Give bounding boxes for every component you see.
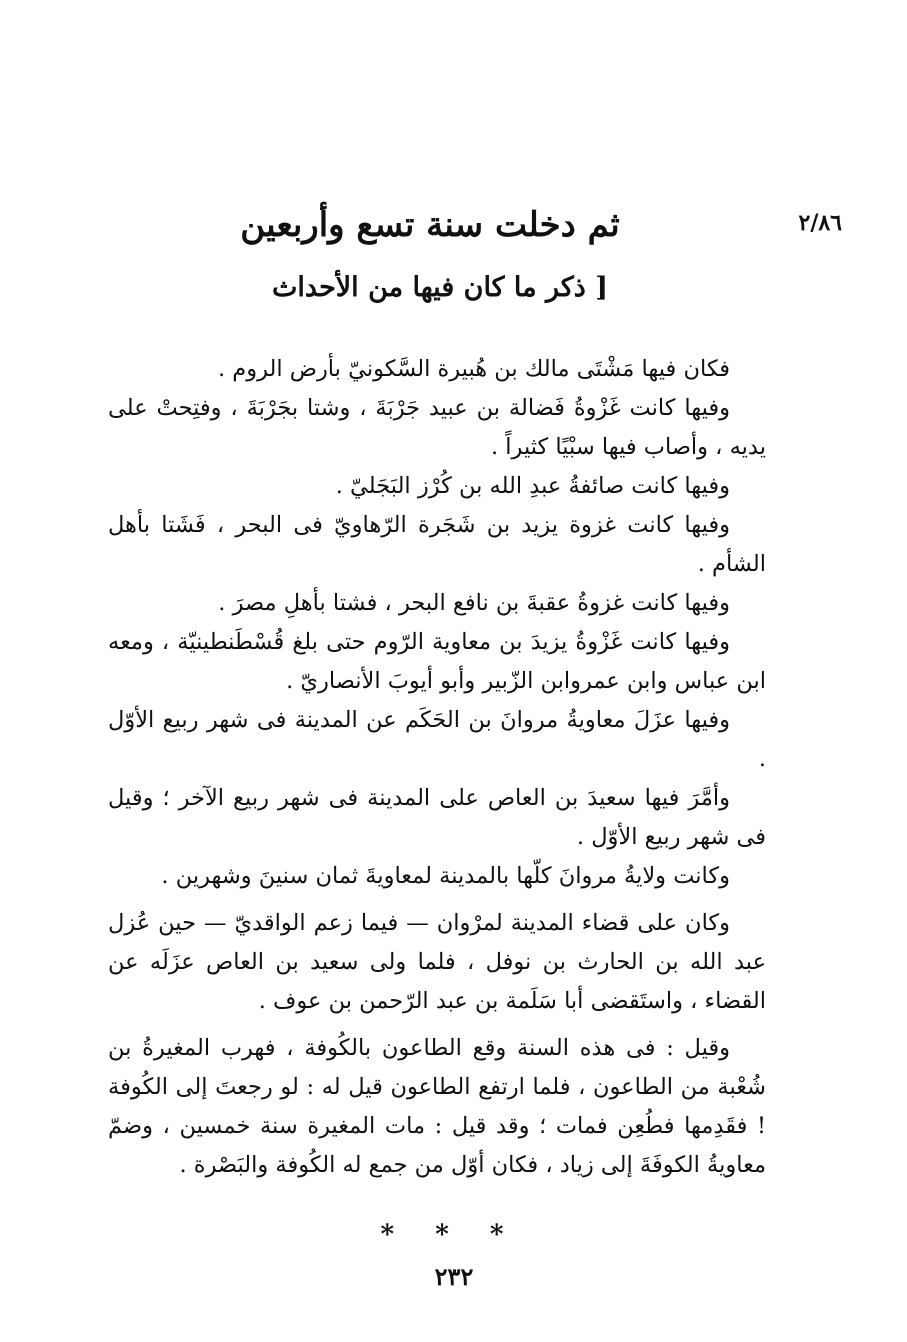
paragraph: وفيها كانت غَزْوةُ يزيدَ بن معاوية الرّوم حتى بلغ قُسْطَنطينيّة ، ومعه ابن عباس وابن عمروابن الزّبير وأبو أيوبَ الأنصاريّ . — [108, 629, 766, 694]
paragraph: وفيها كانت غزوة يزيد بن شَجَرة الرّهاويّ فى البحر ، فَشَتا بأهل الشأم . — [108, 512, 766, 577]
page-number: ٢٣٢ — [434, 1262, 474, 1291]
paragraph: وفيها كانت صائفةُ عبدِ الله بن كُرْز البَجَليّ . — [335, 473, 730, 499]
paragraph: وأمَّرَ فيها سعيدَ بن العاص على المدينة فى شهر ربيع الآخر ؛ وقيل فى شهر ربيع الأوّل . — [108, 785, 766, 850]
paragraph: وفيها عزَلَ معاويةُ مروانَ بن الحَكَم عن المدينة فى شهر ربيع الأوّل . — [108, 707, 766, 772]
paragraph: وكان على قضاء المدينة لمرْوان — فيما زعم الواقديّ — حين عُزل عبد الله بن الحارث بن نوفل ، فلما ولى سعيد بن العاص عزَلَه عن القضاء ، واستَقضى أبا سَلَمة بن عبد الرّحمن بن عوف . — [108, 910, 766, 1014]
chapter-title: ثم دخلت سنة تسع وأربعين — [240, 205, 620, 245]
marginal-reference: ٢/٨٦ — [798, 210, 842, 236]
section-separator: * * * — [380, 1220, 520, 1250]
paragraph: وفيها كانت غزوةُ عقبةَ بن نافع البحر ، فشتا بأهلِ مصرَ . — [218, 590, 730, 616]
section-heading: [ ذكر ما كان فيها من الأحداث — [272, 272, 608, 303]
paragraph: وقيل : فى هذه السنة وقع الطاعون بالكُوفة ، فهرب المغيرةُ بن شُعْبة من الطاعون ، فلما ارتفع الطاعون قيل له : لو رجعتَ إلى الكُوفة ! فقَدِمها فطُعِن فمات ؛ وقد قيل : مات المغيرة سنة خمسين ، وضمّ معاويةُ الكوفَةَ إلى زياد ، فكان أوّل من جمع له الكُوفة والبَصْرة . — [108, 1035, 766, 1178]
paragraph: وفيها كانت غَزْوةُ فَضالة بن عبيد جَرْبَةَ ، وشتا بجَرْبَةَ ، وفتِحتْ على يديه ، وأصاب فيها سبْيًا كثيراً . — [108, 395, 766, 460]
paragraph: فكان فيها مَشْتَى مالك بن هُبيرة السَّكونيّ بأرض الروم . — [217, 356, 730, 382]
paragraph: وكانت ولايةُ مروانَ كلّها بالمدينة لمعاويةَ ثمان سنينَ وشهرين . — [161, 863, 730, 889]
body-text — [108, 350, 766, 1185]
